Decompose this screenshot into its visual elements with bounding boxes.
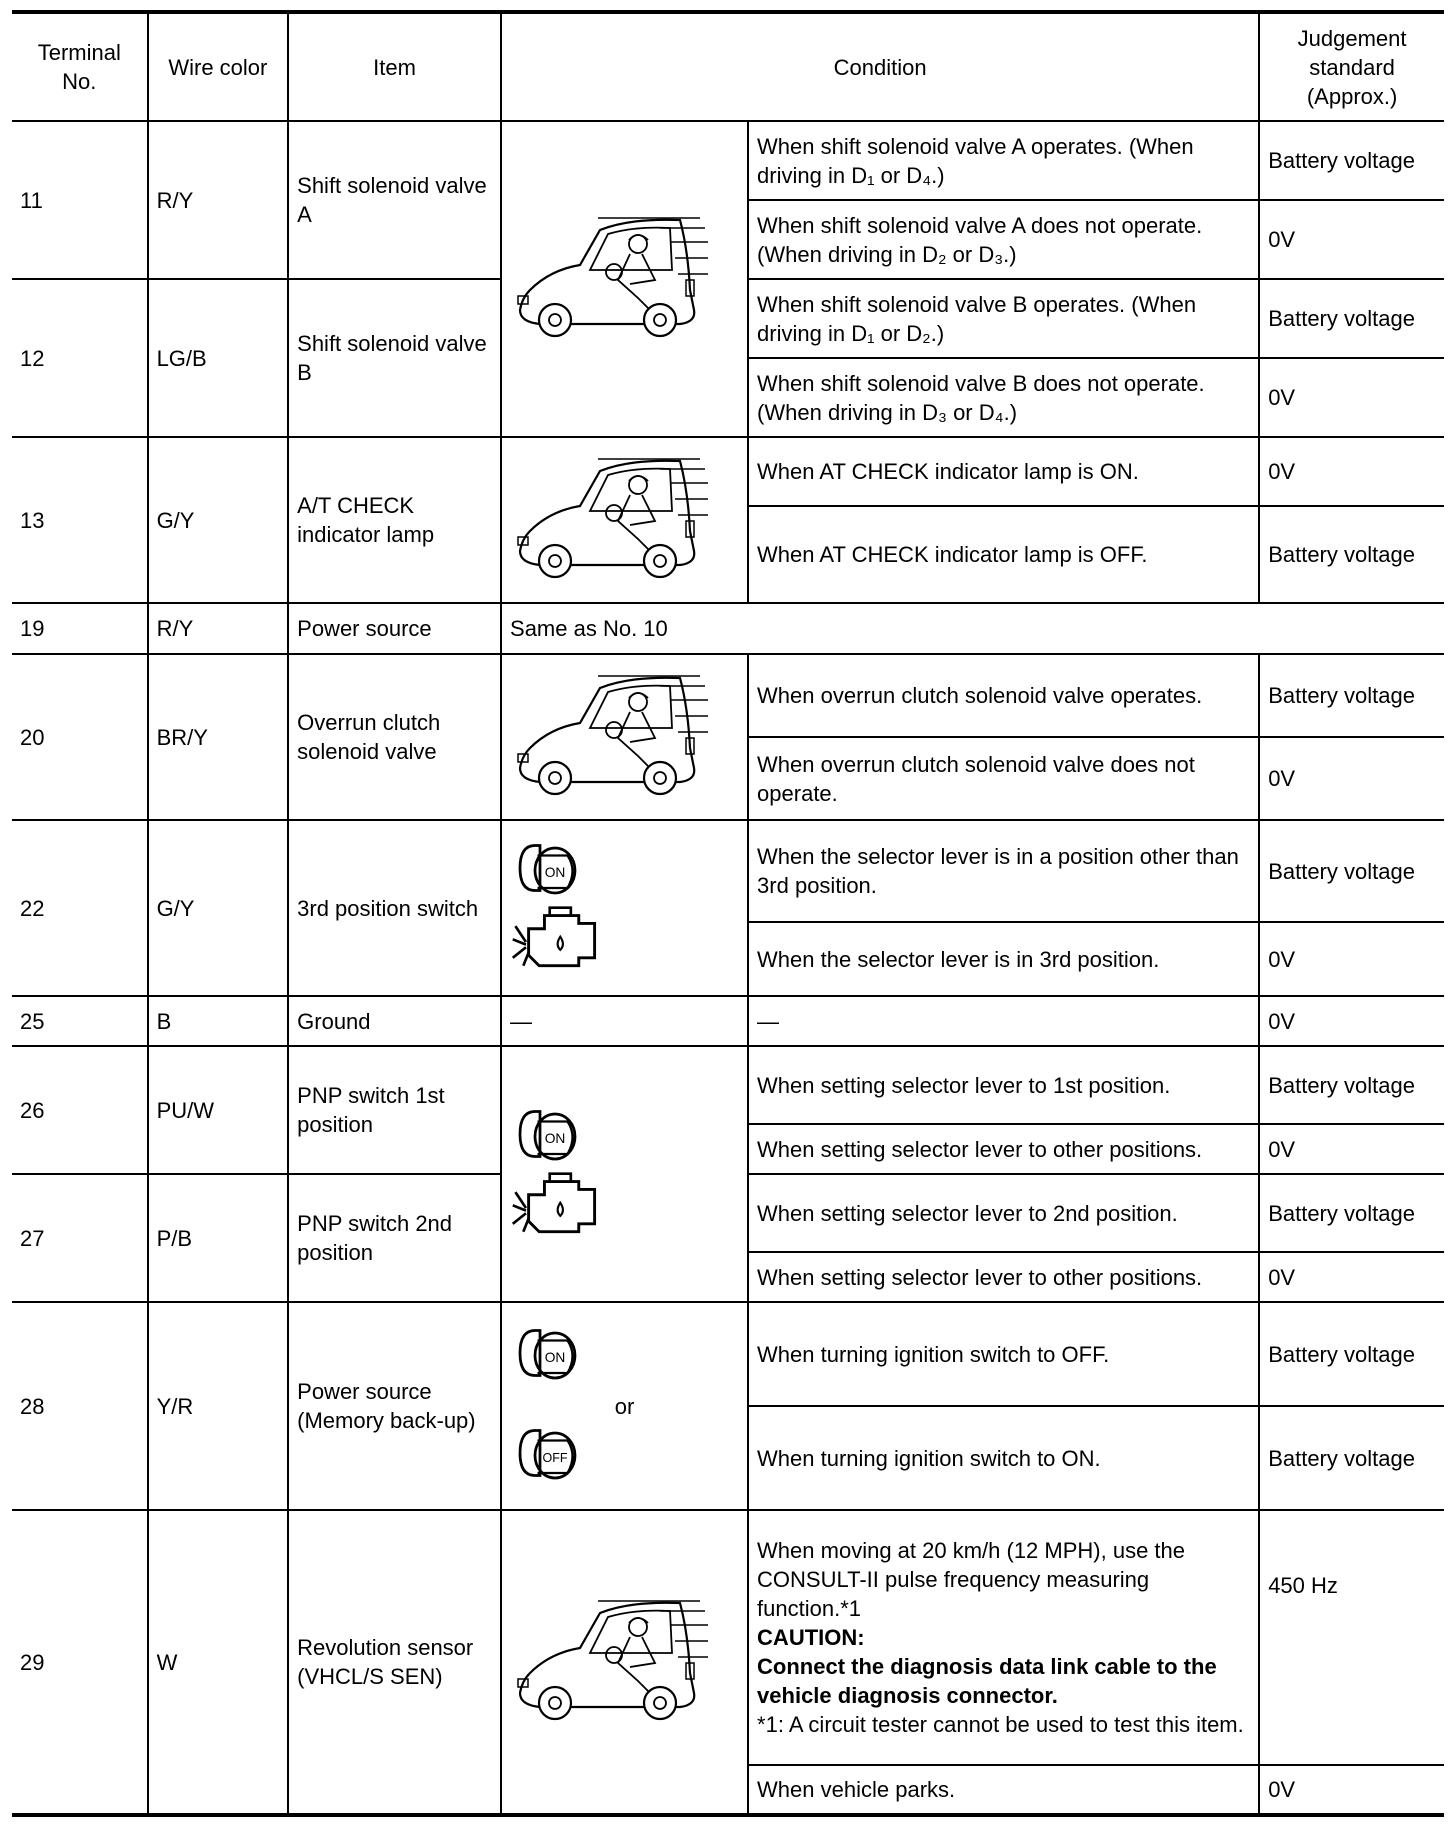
terminal-no: 28 <box>12 1302 148 1510</box>
driving-car-icon-cell <box>501 437 748 603</box>
condition: When setting selector lever to 1st position. <box>748 1046 1259 1124</box>
icon-dash: — <box>501 996 748 1046</box>
terminal-no: 22 <box>12 820 148 996</box>
condition: When overrun clutch solenoid valve operates. <box>748 654 1259 737</box>
item: Shift solenoid valve A <box>288 121 501 279</box>
driving-car-icon <box>510 451 710 583</box>
item: Shift solenoid valve B <box>288 279 501 437</box>
condition: When setting selector lever to other positions. <box>748 1124 1259 1174</box>
terminal-no: 29 <box>12 1510 148 1815</box>
driving-car-icon <box>510 210 710 342</box>
item: Ground <box>288 996 501 1046</box>
ignition-engine-icon-cell <box>501 820 748 996</box>
terminal-no: 27 <box>12 1174 148 1302</box>
terminal-no: 11 <box>12 121 148 279</box>
condition-same-as: Same as No. 10 <box>501 603 1444 654</box>
or-label: or <box>614 1393 635 1419</box>
judgement: 0V <box>1259 437 1444 506</box>
condition: When shift solenoid valve A operates. (When driving in D₁ or D₄.) <box>748 121 1259 200</box>
item: PNP switch 2nd position <box>288 1174 501 1302</box>
judgement: 0V <box>1259 358 1444 437</box>
judgement: Battery voltage <box>1259 1406 1444 1510</box>
engine-icon <box>510 1171 600 1237</box>
table-row <box>12 1302 1444 1406</box>
terminal-no: 13 <box>12 437 148 603</box>
ignition-switch-icon-cell <box>501 1302 748 1510</box>
caution-text: Connect the diagnosis data link cable to the vehicle diagnosis connector. <box>757 1654 1217 1708</box>
terminal-no: 26 <box>12 1046 148 1174</box>
item: Overrun clutch solenoid valve <box>288 654 501 820</box>
condition-dash: — <box>748 996 1259 1046</box>
judgement: Battery voltage <box>1259 506 1444 603</box>
wire-color: BR/Y <box>148 654 289 820</box>
driving-car-icon-cell <box>501 121 748 437</box>
wire-color: Y/R <box>148 1302 289 1510</box>
wire-color: R/Y <box>148 121 289 279</box>
judgement: Battery voltage <box>1259 121 1444 200</box>
condition-text: When moving at 20 km/h (12 MPH), use the CONSULT-II pulse frequency measuring function.*1 <box>757 1538 1186 1621</box>
condition: When turning ignition switch to ON. <box>748 1406 1259 1510</box>
condition <box>748 1510 1259 1765</box>
wire-color: W <box>148 1510 289 1815</box>
ignition-key-on-icon <box>510 1104 590 1164</box>
condition: When AT CHECK indicator lamp is ON. <box>748 437 1259 506</box>
judgement: 0V <box>1259 1765 1444 1815</box>
header-judgement: Judgement standard (Approx.) <box>1259 12 1444 121</box>
item: Power source (Memory back-up) <box>288 1302 501 1510</box>
condition: When shift solenoid valve A does not operate. (When driving in D₂ or D₃.) <box>748 200 1259 279</box>
table-row <box>12 820 1444 922</box>
engine-icon <box>510 905 600 971</box>
wire-color: PU/W <box>148 1046 289 1174</box>
judgement: 0V <box>1259 200 1444 279</box>
item: Revolution sensor (VHCL/S SEN) <box>288 1510 501 1815</box>
driving-car-icon <box>510 1593 710 1725</box>
table-row <box>12 1046 1444 1124</box>
item: A/T CHECK indicator lamp <box>288 437 501 603</box>
wire-color: G/Y <box>148 437 289 603</box>
judgement: Battery voltage <box>1259 1174 1444 1252</box>
table-row <box>12 996 1444 1046</box>
condition: When setting selector lever to other positions. <box>748 1252 1259 1302</box>
table-row <box>12 1510 1444 1765</box>
table-row <box>12 437 1444 506</box>
condition: When AT CHECK indicator lamp is OFF. <box>748 506 1259 603</box>
header-wire-color: Wire color <box>148 12 289 121</box>
terminal-no: 12 <box>12 279 148 437</box>
table-header-row <box>12 12 1444 121</box>
judgement: 0V <box>1259 737 1444 820</box>
wire-color: B <box>148 996 289 1046</box>
table-row <box>12 603 1444 654</box>
caution-label: CAUTION: <box>757 1625 865 1650</box>
judgement: Battery voltage <box>1259 654 1444 737</box>
header-item: Item <box>288 12 501 121</box>
condition: When shift solenoid valve B operates. (When driving in D₁ or D₂.) <box>748 279 1259 358</box>
header-condition: Condition <box>501 12 1259 121</box>
key-on-label: ON <box>544 1130 566 1146</box>
ignition-key-off-icon <box>510 1423 590 1483</box>
judgement: 450 Hz <box>1259 1510 1444 1765</box>
wire-color: R/Y <box>148 603 289 654</box>
wire-color: LG/B <box>148 279 289 437</box>
ignition-engine-icon-cell <box>501 1046 748 1302</box>
condition: When the selector lever is in 3rd position. <box>748 922 1259 996</box>
key-on-label: ON <box>544 1349 566 1365</box>
terminal-no: 25 <box>12 996 148 1046</box>
judgement: Battery voltage <box>1259 1302 1444 1406</box>
terminal-spec-table <box>12 10 1444 1817</box>
judgement: 0V <box>1259 1124 1444 1174</box>
judgement: Battery voltage <box>1259 1046 1444 1124</box>
driving-car-icon-cell <box>501 654 748 820</box>
condition: When the selector lever is in a position other than 3rd position. <box>748 820 1259 922</box>
ignition-key-on-icon <box>510 1323 590 1383</box>
condition: When turning ignition switch to OFF. <box>748 1302 1259 1406</box>
condition: When vehicle parks. <box>748 1765 1259 1815</box>
judgement: Battery voltage <box>1259 820 1444 922</box>
judgement: 0V <box>1259 1252 1444 1302</box>
judgement: 0V <box>1259 996 1444 1046</box>
key-on-label: ON <box>544 864 566 880</box>
table-row <box>12 654 1444 737</box>
table-row <box>12 121 1444 200</box>
ignition-key-on-icon <box>510 838 590 898</box>
terminal-no: 20 <box>12 654 148 820</box>
terminal-no: 19 <box>12 603 148 654</box>
condition: When setting selector lever to 2nd position. <box>748 1174 1259 1252</box>
driving-car-icon-cell <box>501 1510 748 1815</box>
judgement: 0V <box>1259 922 1444 996</box>
item: PNP switch 1st position <box>288 1046 501 1174</box>
item: Power source <box>288 603 501 654</box>
header-terminal-no: Terminal No. <box>12 12 148 121</box>
wire-color: P/B <box>148 1174 289 1302</box>
footnote-text: *1: A circuit tester cannot be used to test this item. <box>757 1712 1244 1737</box>
judgement: Battery voltage <box>1259 279 1444 358</box>
driving-car-icon <box>510 668 710 800</box>
wire-color: G/Y <box>148 820 289 996</box>
key-off-label: OFF <box>542 1450 568 1465</box>
item: 3rd position switch <box>288 820 501 996</box>
condition: When shift solenoid valve B does not operate. (When driving in D₃ or D₄.) <box>748 358 1259 437</box>
condition: When overrun clutch solenoid valve does not operate. <box>748 737 1259 820</box>
